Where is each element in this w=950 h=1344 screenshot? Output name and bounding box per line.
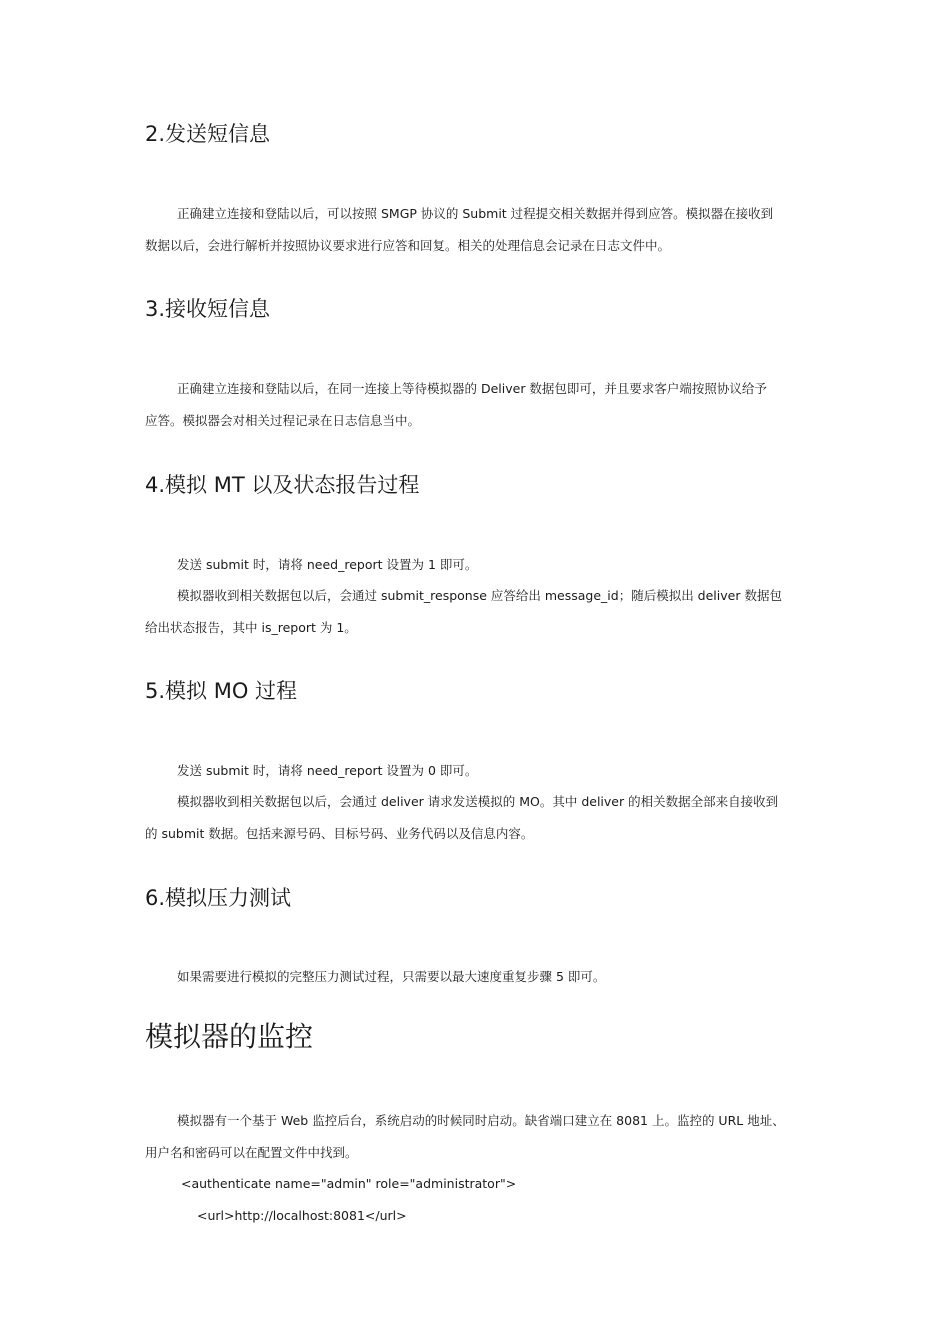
paragraph-line: 应答。模拟器会对相关过程记录在日志信息当中。 [145, 413, 421, 428]
section-heading-mt-report: 4.模拟 MT 以及状态报告过程 [145, 473, 420, 497]
paragraph-line: 模拟器收到相关数据包以后，会通过 submit_response 应答给出 message_id；随后模拟出 deliver 数据包 [177, 588, 782, 603]
paragraph-line: 正确建立连接和登陆以后，可以按照 SMGP 协议的 Submit 过程提交相关数据并得到应答。模拟器在接收到 [177, 206, 774, 221]
section-heading-send-sms: 2.发送短信息 [145, 122, 271, 146]
paragraph-line: 正确建立连接和登陆以后，在同一连接上等待模拟器的 Deliver 数据包即可，并且要求客户端按照协议给予 [177, 381, 767, 396]
code-line: <authenticate name="admin" role="administrator"> [181, 1176, 517, 1191]
section-heading-receive-sms: 3.接收短信息 [145, 297, 271, 321]
code-line: <url>http://localhost:8081</url> [197, 1208, 407, 1223]
paragraph-line: 数据以后，会进行解析并按照协议要求进行应答和回复。相关的处理信息会记录在日志文件中。 [145, 238, 671, 253]
paragraph-line: 给出状态报告，其中 is_report 为 1。 [145, 620, 357, 635]
paragraph-line: 模拟器收到相关数据包以后，会通过 deliver 请求发送模拟的 MO。其中 deliver 的相关数据全部来自接收到 [177, 794, 779, 809]
section-heading-mo: 5.模拟 MO 过程 [145, 679, 298, 703]
paragraph-line: 发送 submit 时，请将 need_report 设置为 0 即可。 [177, 763, 478, 778]
paragraph-line: 的 submit 数据。包括来源号码、目标号码、业务代码以及信息内容。 [145, 826, 534, 841]
paragraph-line: 发送 submit 时，请将 need_report 设置为 1 即可。 [177, 557, 478, 572]
section-heading-stress-test: 6.模拟压力测试 [145, 886, 292, 910]
paragraph-line: 用户名和密码可以在配置文件中找到。 [145, 1145, 358, 1160]
paragraph-line: 模拟器有一个基于 Web 监控后台，系统启动的时候同时启动。缺省端口建立在 8081 上。监控的 URL 地址、 [177, 1113, 785, 1128]
paragraph-line: 如果需要进行模拟的完整压力测试过程，只需要以最大速度重复步骤 5 即可。 [177, 969, 606, 984]
chapter-heading-monitor: 模拟器的监控 [145, 1020, 314, 1053]
